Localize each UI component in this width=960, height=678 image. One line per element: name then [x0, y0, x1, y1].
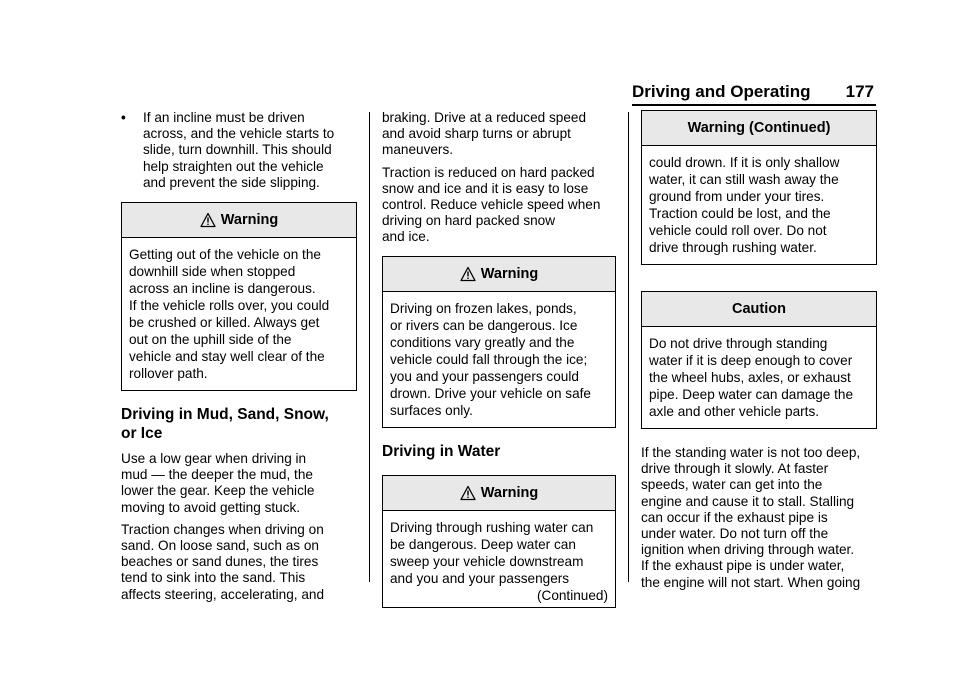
text-line: and ice. — [382, 229, 430, 245]
warning-box — [121, 202, 357, 391]
text-line: If the vehicle rolls over, you could — [129, 298, 330, 314]
text-line: If an incline must be driven — [143, 110, 305, 125]
warning-triangle-icon — [460, 485, 476, 501]
text-line: snow and ice and it is easy to lose — [382, 180, 589, 196]
text-line: across, and the vehicle starts to — [143, 126, 335, 142]
warning-title: Warning — [220, 211, 279, 228]
text-line: conditions vary greatly and the — [390, 334, 575, 350]
text-line: drive through it slowly. At faster — [641, 461, 829, 477]
warning-body — [383, 292, 615, 427]
text-line: Do not drive through standing — [649, 336, 828, 351]
text-line: you and your passengers could — [390, 368, 579, 384]
caution-title: Caution — [732, 300, 786, 317]
text-line: be crushed or killed. Always get — [129, 315, 320, 331]
column-1 — [121, 110, 357, 609]
warning-box — [382, 475, 616, 608]
caution-header — [642, 292, 876, 327]
column-2 — [382, 110, 616, 622]
text-line: Getting out of the vehicle on the — [129, 247, 321, 263]
warning-title: Warning — [480, 484, 539, 501]
text-line: out on the uphill side of the — [129, 332, 292, 348]
warning-header — [642, 111, 876, 146]
text-line: mud — the deeper the mud, the — [121, 467, 313, 483]
text-line: slide, turn downhill. This should — [143, 142, 332, 158]
text-line: affects steering, accelerating, and — [121, 586, 325, 602]
paragraph — [382, 165, 616, 246]
section-heading — [121, 405, 357, 443]
text-line: If the standing water is not too deep, — [641, 445, 861, 460]
text-line: moving to avoid getting stuck. — [121, 499, 301, 515]
text-line: speeds, water can get into the — [641, 477, 823, 493]
text-line: under water. Do not turn off the — [641, 526, 829, 542]
text-line: maneuvers. — [382, 142, 454, 158]
text-line: the engine will not start. When going — [641, 574, 861, 590]
text-line: If the exhaust pipe is under water, — [641, 558, 845, 574]
text-line: sweep your vehicle downstream — [390, 553, 584, 569]
text-line: rollover path. — [129, 366, 208, 382]
warning-header — [383, 257, 615, 292]
paragraph — [382, 110, 616, 159]
text-line: ignition when driving through water. — [641, 542, 855, 558]
text-line: lower the gear. Keep the vehicle — [121, 483, 315, 499]
warning-triangle-icon — [460, 266, 476, 282]
text-line: water if it is deep enough to cover — [649, 353, 853, 368]
text-line: vehicle could fall through the ice; — [390, 351, 588, 367]
text-line: and avoid sharp turns or abrupt — [382, 126, 571, 142]
text-line: vehicle could roll over. Do not — [649, 223, 827, 238]
bullet-item — [121, 110, 357, 191]
header-rule — [632, 104, 876, 106]
text-line: pipe. Deep water can damage the — [649, 387, 854, 402]
paragraph — [641, 445, 877, 591]
text-line: engine and cause it to stall. Stalling — [641, 493, 855, 509]
text-line: and you and your passengers — [390, 570, 570, 586]
warning-body — [383, 511, 615, 607]
page-header — [632, 82, 876, 102]
caution-box — [641, 291, 877, 429]
text-line: braking. Drive at a reduced speed — [382, 110, 587, 125]
text-line: be dangerous. Deep water can — [390, 536, 576, 552]
text-line: drown. Drive your vehicle on safe — [390, 385, 591, 401]
warning-triangle-icon — [200, 212, 216, 228]
text-line: can occur if the exhaust pipe is — [641, 509, 828, 525]
warning-title: Warning — [480, 265, 539, 282]
text-line: Use a low gear when driving in — [121, 451, 307, 467]
text-line: driving on hard packed snow — [382, 213, 556, 229]
caution-body — [642, 327, 876, 428]
bullet-mark: • — [121, 110, 126, 125]
text-line: drive through rushing water. — [649, 240, 817, 255]
text-line: beaches or sand dunes, the tires — [121, 554, 319, 570]
warning-box — [382, 256, 616, 428]
heading-line: Driving in Mud, Sand, Snow, — [121, 406, 329, 424]
column-divider — [369, 112, 370, 582]
text-line: could drown. If it is only shallow — [649, 155, 840, 170]
page-number: 177 — [845, 82, 874, 101]
column-3 — [641, 110, 877, 597]
text-line: Driving on frozen lakes, ponds, — [390, 300, 577, 316]
text-line: control. Reduce vehicle speed when — [382, 197, 601, 213]
continued-label: (Continued) — [536, 587, 608, 603]
text-line: Driving through rushing water can — [390, 519, 594, 535]
warning-box — [641, 110, 877, 265]
text-line: ground from under your tires. — [649, 189, 825, 204]
text-line: vehicle and stay well clear of the — [129, 349, 325, 365]
text-line: surfaces only. — [390, 402, 473, 418]
text-line: help straighten out the vehicle — [143, 158, 324, 174]
paragraph — [121, 451, 357, 516]
paragraph — [121, 522, 357, 603]
warning-header — [122, 203, 356, 238]
text-line: and prevent the side slipping. — [143, 174, 320, 190]
text-line: sand. On loose sand, such as on — [121, 538, 319, 554]
section-heading: Driving in Water — [382, 442, 501, 460]
column-divider — [628, 112, 629, 582]
warning-header — [383, 476, 615, 511]
text-line: Traction is reduced on hard packed — [382, 164, 595, 180]
warning-body — [122, 238, 356, 390]
warning-title: Warning (Continued) — [687, 119, 831, 136]
heading-line: or Ice — [121, 425, 163, 443]
text-line: downhill side when stopped — [129, 264, 296, 280]
text-line: the wheel hubs, axles, or exhaust — [649, 370, 851, 385]
text-line: across an incline is dangerous. — [129, 281, 316, 297]
text-line: water, it can still wash away the — [649, 172, 839, 187]
text-line: axle and other vehicle parts. — [649, 404, 820, 419]
warning-body — [642, 146, 876, 264]
text-line: Traction could be lost, and the — [649, 206, 831, 221]
section-title: Driving and Operating — [632, 82, 811, 101]
text-line: or rivers can be dangerous. Ice — [390, 317, 578, 333]
text-line: Traction changes when driving on — [121, 521, 324, 537]
text-line: tend to sink into the sand. This — [121, 570, 306, 586]
